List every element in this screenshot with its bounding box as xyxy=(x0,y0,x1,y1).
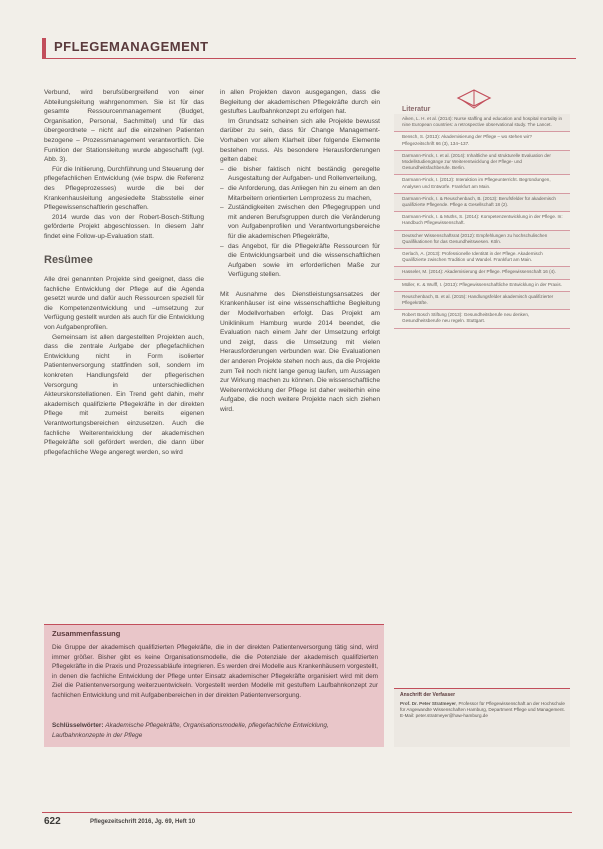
paragraph: Im Grundsatz scheinen sich alle Projekte bewusst darüber zu sein, dass für Change Management-Vorhaben vor allem Klarheit über folgende Elemente bestehen muss. Als besondere Herausforderungen gelten dabei: xyxy=(220,117,380,164)
journal-citation: Pflegezeitschrift 2016, Jg. 69, Heft 10 xyxy=(90,819,196,825)
keywords-label: Schlüsselwörter: xyxy=(52,722,104,729)
author-name: Prof. Dr. Peter Stratmeyer xyxy=(400,701,456,706)
paragraph: in allen Projekten davon ausgegangen, dass die Begleitung der akademischen Pflegekräfte durch ein gestuftes Laufbahnkonzept zu erfolgen hat. xyxy=(220,89,380,116)
section-heading-resuemee: Resümee xyxy=(44,253,93,266)
literature-header xyxy=(394,88,570,113)
footer-divider xyxy=(42,812,572,813)
literature-item: Deutscher Wissenschaftsrat (2012): Empfehlungen zu hochschulischen Qualifikationen für das Gesundheitswesen. Köln. xyxy=(394,231,570,249)
paragraph: Gemeinsam ist allen dargestellten Projekten auch, dass die zentrale Aufgabe der pflegefachlichen Entwicklung nicht in Form isolierter Patientenversorgung stattfinden soll, sondern im konkreten Handlungsfeld der pflegerischen Versorgung in unterschiedlichen Akteurskonstellationen. Ein Trend geht dahin, mehr akademisch qualifizierte Pflegekräfte in der direkten Pflege mit zumeist bereits eigenen Verantwortungsbereichen einzusetzen. Auch die fachliche Weiterentwicklung der akademischen Pflegekräfte soll gefördert werden, die dann über pflegefachliche Wege angeregt werden, so wird xyxy=(44,333,204,456)
literature-item: Robert Bosch Stiftung (2013): Gesundheitsberufe neu denken, Gesundheitsberufe neu regeln. Stuttgart. xyxy=(394,310,570,328)
keywords-text: Akademische Pflegekräfte, Organisationsmodelle, pflegefachliche Entwicklung, Laufbahnkonzepte in der Pflege xyxy=(52,722,329,739)
list-item: – die bisher faktisch nicht beständig geregelte Ausgestaltung der Aufgaben- und Rollenverteilung, xyxy=(220,165,380,184)
paragraph: Verbund, wird berufsübergreifend von einer Abteilungsleitung wahrgenommen. Sie ist für das gesamte Ressourcenmanagement (Budget, Organisation, Personal, Sachmittel) und für das übergeordnete – nicht auf die einzelnen Patienten bezogene – Prozessmanagement verantwortlich. Die Funktion der Stationsleitung wurde abgeschafft (vgl. Abb. 3). xyxy=(44,89,204,164)
section-title: PFLEGEMANAGEMENT xyxy=(54,39,209,54)
header-bar xyxy=(42,38,576,59)
list-item: – Zuständigkeiten zwischen den Pflegegruppen und mit anderen Berufsgruppen durch die Veränderung von Aufgabenprofilen und Verantwortungsbereiche für die akademischen Pflegekräfte, xyxy=(220,203,380,241)
literature-item: Aiken, L. H. et al. (2014): Nurse staffing and education and hospital mortality in nine European countries: a retrospective observational study. The Lancet. xyxy=(394,114,570,132)
literature-sidebar xyxy=(394,88,570,324)
list-item: – das Angebot, für die Pflegekräfte Ressourcen für die Entwicklungsarbeit und die wissenschaftlichen Aufgaben sowie im erforderlichen Maße zur Verfügung stellen. xyxy=(220,242,380,280)
page-number: 622 xyxy=(44,816,61,827)
bullet-list xyxy=(220,165,380,280)
literature-item: Darmann-Finck, I. & Reuschenbach, B. (2013): Berufsfelder für akademisch qualifizierte Pflegende. Pflege & Gesellschaft 18 (2). xyxy=(394,194,570,212)
author-details: Professor für Pflegewissenschaft an der Hochschule für Angewandte Wissenschaften Hamburg, Department Pflege und Management. E-Mail: peter.stratmeyer@haw-hamburg.de xyxy=(400,701,565,718)
book-icon xyxy=(456,88,492,115)
paragraph: Für die Initiierung, Durchführung und Steuerung der pflegefachlichen Entwicklung (wie bspw. die Referenz des Pflegeprozesses) wurde die bei der Krankenhausleitung angesiedelte Stabsstelle einer Pflegewissenschaftlerin geschaffen. xyxy=(44,165,204,212)
literature-item: Hasseler, M. (2014): Akademisierung der Pflege. Pflegewissenschaft 16 (4). xyxy=(394,267,570,279)
literature-item: Müller, K. & Wulff, I. (2013): Pflegewissenschaftliche Entwicklung in der Praxis. xyxy=(394,280,570,292)
literature-item: Darmann-Finck, I. et al. (2014): Inhaltliche und strukturelle Evaluation der Modellstudiengänge zur Weiterentwicklung der Pflege- und Gesundheitsfachberufe. Berlin. xyxy=(394,151,570,176)
author-box-title: Anschrift der Verfasser xyxy=(400,692,456,698)
author-box xyxy=(394,688,570,747)
literature-item: Reuschenbach, B. et al. (2015): Handlungsfelder akademisch qualifizierter Pflegekräfte. xyxy=(394,292,570,310)
author-info: Prof. Dr. Peter Stratmeyer, Professor für Pflegewissenschaft an der Hochschule für Angewandte Wissenschaften Hamburg, Department Pflege und Management. E-Mail: peter.stratmeyer@haw-hamburg.de xyxy=(400,701,565,718)
literature-item: Bensch, S. (2013): Akademisierung der Pflege – wo stehen wir? Pflegezeitschrift 66 (3), 134–137. xyxy=(394,132,570,150)
text-column-middle xyxy=(220,88,380,415)
paragraph: Mit Ausnahme des Dienstleistungsansatzes der Krankenhäuser ist eine wissenschaftliche Begleitung der Modellvorhaben erfolgt. Das Projekt am Uniklinikum Hamburg wurde 2014 beendet, die Evaluation nach einem Jahr der Umsetzung erfolgt und zeigt, dass die Umsetzung mit vielen Herausforderungen verbunden war. Die Evaluationen der anderen Projekte stehen noch aus, da die Projekte zum Teil noch nicht lange genug laufen, um Aussagen zur Wirkung machen zu können. Die wissenschaftliche Weiterentwicklung der Pflege ist daher weiterhin eine Aufgabe, die noch weitere Projekte nach sich ziehen wird. xyxy=(220,290,380,413)
summary-text: Die Gruppe der akademisch qualifizierten Pflegekräfte, die in der direkten Patientenversorgung tätig sind, wird immer größer. Bisher gibt es keine Organisationsmodelle, die die Potenziale der akademisch qualifizierten Pflegekräfte in die Praxis und Prozessabläufe integrieren. Es werden drei Modelle aus Krankenhäusern vorgestellt, in denen die fachliche Entwicklung der Pflege unter Einsatz akademischer Pflegekräfte organisiert wird mit dem Ziel die Patientenversorgung weiterzuentwickeln. Vorgestellt werden Modelle mit gestuftem Laufbahnkonzept zur fachlichen Entwicklung und mit Aufgabenbereichen in der direkten Patientenversorgung. xyxy=(52,644,378,699)
paragraph: 2014 wurde das von der Robert-Bosch-Stiftung geförderte Projekt abgeschlossen. In diesem Jahr findet eine Follow-up-Evaluation statt. xyxy=(44,213,204,240)
literature-item: Darmann-Finck, I. (2012): Interaktion im Pflegeunterricht. Begründungen, Analysen und Entwürfe. Frankfurt am Main. xyxy=(394,175,570,193)
literature-title: Literatur xyxy=(402,106,431,113)
paragraph: Alle drei genannten Projekte sind geeignet, dass die fachliche Entwicklung der Pflege auf die Agenda gesetzt wurde und dafür auch Ressourcen speziell für die Kompetenzentwicklung und –umsetzung zur Verfügung gestellt wurden als auch für die Entwicklung von Aufgabenprofilen. xyxy=(44,276,204,332)
summary-box xyxy=(44,624,384,747)
text-column-left xyxy=(44,88,204,457)
list-item: – die Anforderung, das Anliegen hin zu einem an den Mitarbeitern orientierten Lernprozess zu machen, xyxy=(220,184,380,203)
literature-item: Darmann-Finck, I. & Muths, S. (2014): Kompetenzentwicklung in der Pflege. In: Handbuch Pflegewissenschaft. xyxy=(394,212,570,230)
keywords xyxy=(52,721,378,740)
literature-item: Gerlach, A. (2013): Professionelle Identität in der Pflege. Akademisch Qualifizierte zwischen Tradition und Wandel. Frankfurt am Main. xyxy=(394,249,570,267)
summary-title: Zusammenfassung xyxy=(52,629,121,638)
literature-list xyxy=(394,114,570,329)
